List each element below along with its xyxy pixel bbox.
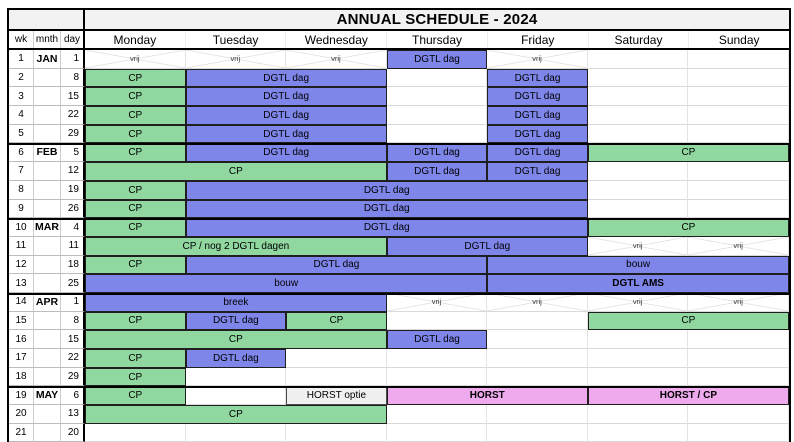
cell-empty[interactable] bbox=[588, 349, 689, 368]
column-header-row bbox=[9, 31, 789, 50]
cell-empty[interactable] bbox=[588, 181, 689, 200]
cell-empty[interactable] bbox=[688, 405, 789, 424]
cell-empty[interactable] bbox=[588, 69, 689, 88]
cell-cp[interactable]: CP bbox=[85, 143, 186, 162]
week-cells bbox=[85, 143, 789, 162]
cell-empty[interactable] bbox=[588, 368, 689, 387]
month-label-cell[interactable] bbox=[34, 256, 61, 275]
cell-empty[interactable] bbox=[688, 50, 789, 69]
cell-dgtl[interactable]: breek bbox=[85, 293, 387, 312]
day-number-cell[interactable]: 4 bbox=[61, 218, 85, 237]
cell-empty[interactable] bbox=[186, 386, 287, 405]
cell-empty[interactable] bbox=[387, 69, 488, 88]
cell-vrij[interactable]: vrij bbox=[588, 293, 689, 312]
week-number-cell[interactable]: 1 bbox=[9, 50, 34, 69]
cell-dgtl[interactable]: DGTL dag bbox=[487, 106, 588, 125]
week-cells bbox=[85, 256, 789, 275]
schedule-row-wk-3 bbox=[9, 87, 789, 106]
week-cells bbox=[85, 330, 789, 349]
day-number-cell[interactable]: 5 bbox=[61, 143, 85, 162]
month-label-cell[interactable] bbox=[34, 349, 61, 368]
cell-empty[interactable] bbox=[387, 312, 488, 331]
day-number-cell[interactable]: 15 bbox=[61, 87, 85, 106]
week-cells bbox=[85, 200, 789, 219]
cell-dgtl[interactable]: bouw bbox=[85, 274, 487, 293]
day-number-cell[interactable]: 8 bbox=[61, 69, 85, 88]
week-number-cell[interactable]: 17 bbox=[9, 349, 34, 368]
cell-dgtl[interactable]: DGTL dag bbox=[387, 237, 588, 256]
schedule-row-wk-2 bbox=[9, 69, 789, 88]
week-number-cell[interactable]: 10 bbox=[9, 218, 34, 237]
cell-empty[interactable] bbox=[487, 312, 588, 331]
cell-empty[interactable] bbox=[588, 87, 689, 106]
cell-dgtl[interactable]: DGTL dag bbox=[186, 349, 287, 368]
day-number-cell[interactable]: 25 bbox=[61, 274, 85, 293]
cell-empty[interactable] bbox=[588, 424, 689, 442]
month-label-cell[interactable] bbox=[34, 125, 61, 144]
cell-empty[interactable] bbox=[387, 87, 488, 106]
day-number-cell[interactable]: 1 bbox=[61, 293, 85, 312]
week-cells bbox=[85, 50, 789, 69]
cell-empty[interactable] bbox=[688, 69, 789, 88]
cell-vrij[interactable]: vrij bbox=[85, 50, 186, 69]
cell-empty[interactable] bbox=[186, 424, 287, 442]
cell-cp[interactable]: CP bbox=[85, 368, 186, 387]
schedule-row-wk-15 bbox=[9, 312, 789, 331]
cell-dgtl[interactable]: DGTL dag bbox=[186, 181, 588, 200]
week-number-cell[interactable]: 18 bbox=[9, 368, 34, 387]
cell-cp[interactable]: CP bbox=[85, 106, 186, 125]
cell-cp[interactable]: CP bbox=[85, 125, 186, 144]
column-header-sunday: Sunday bbox=[718, 32, 760, 47]
cell-empty[interactable] bbox=[688, 125, 789, 144]
cell-empty[interactable] bbox=[588, 50, 689, 69]
cell-empty[interactable] bbox=[688, 181, 789, 200]
corner-cell bbox=[9, 10, 85, 29]
week-number-cell[interactable]: 11 bbox=[9, 237, 34, 256]
week-cells bbox=[85, 405, 789, 424]
cell-empty[interactable] bbox=[588, 162, 689, 181]
cell-horst[interactable]: HORST bbox=[387, 386, 588, 405]
month-label-cell[interactable] bbox=[34, 162, 61, 181]
cell-dgtl[interactable]: DGTL dag bbox=[387, 162, 488, 181]
week-number-cell[interactable]: 4 bbox=[9, 106, 34, 125]
schedule-row-wk-5 bbox=[9, 125, 789, 144]
week-cells bbox=[85, 125, 789, 144]
cell-cp[interactable]: CP bbox=[85, 349, 186, 368]
week-number-cell[interactable]: 21 bbox=[9, 424, 34, 442]
cell-dgtl[interactable]: DGTL dag bbox=[487, 69, 588, 88]
day-number-cell[interactable]: 29 bbox=[61, 125, 85, 144]
month-label-cell[interactable] bbox=[34, 237, 61, 256]
schedule-row-wk-10 bbox=[9, 218, 789, 237]
cell-cp[interactable]: CP bbox=[588, 218, 789, 237]
cell-empty[interactable] bbox=[688, 368, 789, 387]
cell-empty[interactable] bbox=[85, 424, 186, 442]
cell-cp[interactable]: CP bbox=[85, 312, 186, 331]
cell-cp[interactable]: CP bbox=[85, 69, 186, 88]
cell-empty[interactable] bbox=[387, 106, 488, 125]
week-cells bbox=[85, 312, 789, 331]
schedule-row-wk-6 bbox=[9, 143, 789, 162]
week-number-cell[interactable]: 14 bbox=[9, 293, 34, 312]
cell-cp[interactable]: CP bbox=[85, 162, 387, 181]
cell-opt[interactable]: HORST optie bbox=[286, 386, 387, 405]
schedule-row-wk-18 bbox=[9, 368, 789, 387]
week-number-cell[interactable]: 5 bbox=[9, 125, 34, 144]
cell-empty[interactable] bbox=[387, 349, 488, 368]
cell-empty[interactable] bbox=[487, 368, 588, 387]
month-label-cell[interactable] bbox=[34, 87, 61, 106]
cell-vrij[interactable]: vrij bbox=[487, 50, 588, 69]
column-header-mnth: mnth bbox=[34, 31, 61, 48]
week-number-cell[interactable]: 7 bbox=[9, 162, 34, 181]
cell-empty[interactable] bbox=[688, 106, 789, 125]
page-title: ANNUAL SCHEDULE - 2024 bbox=[336, 11, 538, 28]
cell-empty[interactable] bbox=[286, 424, 387, 442]
week-number-cell[interactable]: 19 bbox=[9, 386, 34, 405]
cell-cp[interactable]: CP bbox=[85, 405, 387, 424]
cell-dgtl[interactable]: DGTL dag bbox=[487, 143, 588, 162]
schedule-row-wk-7 bbox=[9, 162, 789, 181]
cell-dgtl[interactable]: DGTL dag bbox=[186, 200, 588, 219]
month-label-cell[interactable]: MAY bbox=[34, 386, 61, 405]
month-label-cell[interactable]: MAR bbox=[34, 218, 61, 237]
week-cells bbox=[85, 293, 789, 312]
annual-schedule-table bbox=[7, 8, 791, 442]
cell-dgtl[interactable]: DGTL dag bbox=[387, 330, 488, 349]
schedule-row-wk-16 bbox=[9, 330, 789, 349]
month-label-cell[interactable] bbox=[34, 405, 61, 424]
title-row bbox=[9, 10, 789, 31]
cell-vrij[interactable]: vrij bbox=[487, 293, 588, 312]
month-label-cell[interactable] bbox=[34, 312, 61, 331]
cell-empty[interactable] bbox=[487, 330, 588, 349]
day-number-cell[interactable]: 29 bbox=[61, 368, 85, 387]
column-header-thursday: Thursday bbox=[387, 31, 488, 48]
cell-dgtl[interactable]: DGTL dag bbox=[487, 162, 588, 181]
schedule-row-wk-1 bbox=[9, 50, 789, 69]
day-number-cell[interactable]: 11 bbox=[61, 237, 85, 256]
cell-empty[interactable] bbox=[688, 200, 789, 219]
day-headers bbox=[85, 31, 789, 48]
cell-empty[interactable] bbox=[387, 424, 488, 442]
month-label-cell[interactable] bbox=[34, 181, 61, 200]
cell-cp[interactable]: CP bbox=[85, 330, 387, 349]
week-number-cell[interactable]: 16 bbox=[9, 330, 34, 349]
cell-empty[interactable] bbox=[688, 87, 789, 106]
day-number-cell[interactable]: 22 bbox=[61, 106, 85, 125]
week-cells bbox=[85, 162, 789, 181]
week-number-cell[interactable]: 9 bbox=[9, 200, 34, 219]
month-label-cell[interactable]: FEB bbox=[34, 143, 61, 162]
day-number-cell[interactable]: 6 bbox=[61, 386, 85, 405]
cell-empty[interactable] bbox=[286, 368, 387, 387]
cell-dgtl[interactable]: DGTL dag bbox=[186, 106, 387, 125]
week-number-cell[interactable]: 3 bbox=[9, 87, 34, 106]
week-number-cell[interactable]: 6 bbox=[9, 143, 34, 162]
cell-empty[interactable] bbox=[387, 405, 488, 424]
day-number-cell[interactable]: 26 bbox=[61, 200, 85, 219]
cell-cp[interactable]: CP bbox=[286, 312, 387, 331]
cell-empty[interactable] bbox=[588, 200, 689, 219]
cell-dgtl[interactable]: DGTL dag bbox=[487, 125, 588, 144]
cell-cp[interactable]: CP bbox=[85, 256, 186, 275]
schedule-rows bbox=[9, 50, 789, 442]
cell-empty[interactable] bbox=[588, 106, 689, 125]
column-header-tuesday: Tuesday bbox=[186, 31, 287, 48]
cell-vrij[interactable]: vrij bbox=[186, 50, 287, 69]
week-number-cell[interactable]: 13 bbox=[9, 274, 34, 293]
cell-cp[interactable]: CP bbox=[85, 87, 186, 106]
cell-vrij[interactable]: vrij bbox=[286, 50, 387, 69]
schedule-row-wk-17 bbox=[9, 349, 789, 368]
cell-dgtl[interactable]: DGTL dag bbox=[186, 218, 588, 237]
schedule-row-wk-13 bbox=[9, 274, 789, 293]
schedule-row-wk-21 bbox=[9, 424, 789, 442]
cell-empty[interactable] bbox=[387, 368, 488, 387]
week-cells bbox=[85, 274, 789, 293]
week-number-cell[interactable]: 2 bbox=[9, 69, 34, 88]
cell-cp[interactable]: CP bbox=[588, 312, 789, 331]
month-label-cell[interactable] bbox=[34, 69, 61, 88]
month-label-cell[interactable] bbox=[34, 200, 61, 219]
day-number-cell[interactable]: 15 bbox=[61, 330, 85, 349]
week-cells bbox=[85, 106, 789, 125]
schedule-row-wk-4 bbox=[9, 106, 789, 125]
week-cells bbox=[85, 87, 789, 106]
column-header-wk: wk bbox=[9, 31, 34, 48]
cell-vrij[interactable]: vrij bbox=[688, 293, 789, 312]
cell-empty[interactable] bbox=[688, 330, 789, 349]
day-number-cell[interactable]: 8 bbox=[61, 312, 85, 331]
week-cells bbox=[85, 386, 789, 405]
week-number-cell[interactable]: 15 bbox=[9, 312, 34, 331]
cell-cp[interactable]: CP bbox=[85, 386, 186, 405]
column-header-friday: Friday bbox=[488, 31, 589, 48]
day-number-cell[interactable]: 12 bbox=[61, 162, 85, 181]
cell-dgtl[interactable]: DGTL AMS bbox=[487, 274, 789, 293]
day-number-cell[interactable]: 19 bbox=[61, 181, 85, 200]
cell-dgtl[interactable]: DGTL dag bbox=[387, 143, 488, 162]
day-number-cell[interactable]: 18 bbox=[61, 256, 85, 275]
cell-dgtl[interactable]: DGTL dag bbox=[186, 125, 387, 144]
schedule-row-wk-20 bbox=[9, 405, 789, 424]
week-cells bbox=[85, 424, 789, 442]
cell-cp[interactable]: CP / nog 2 DGTL dagen bbox=[85, 237, 387, 256]
cell-empty[interactable] bbox=[588, 125, 689, 144]
week-cells bbox=[85, 69, 789, 88]
cell-cp[interactable]: CP bbox=[85, 218, 186, 237]
week-number-cell[interactable]: 12 bbox=[9, 256, 34, 275]
cell-dgtl[interactable]: DGTL dag bbox=[186, 143, 387, 162]
month-label-cell[interactable] bbox=[34, 368, 61, 387]
day-number-cell[interactable]: 20 bbox=[61, 424, 85, 442]
cell-dgtl[interactable]: DGTL dag bbox=[186, 256, 488, 275]
month-label-cell[interactable] bbox=[34, 106, 61, 125]
cell-vrij[interactable]: vrij bbox=[387, 293, 488, 312]
cell-dgtl[interactable]: DGTL dag bbox=[186, 87, 387, 106]
week-cells bbox=[85, 181, 789, 200]
schedule-row-wk-8 bbox=[9, 181, 789, 200]
cell-empty[interactable] bbox=[487, 405, 588, 424]
cell-vrij[interactable]: vrij bbox=[588, 237, 689, 256]
schedule-row-wk-14 bbox=[9, 293, 789, 312]
week-cells bbox=[85, 218, 789, 237]
week-cells bbox=[85, 349, 789, 368]
day-number-cell[interactable]: 13 bbox=[61, 405, 85, 424]
cell-empty[interactable] bbox=[688, 162, 789, 181]
week-number-cell[interactable]: 8 bbox=[9, 181, 34, 200]
cell-dgtl[interactable]: DGTL dag bbox=[186, 312, 287, 331]
schedule-row-wk-9 bbox=[9, 200, 789, 219]
cell-empty[interactable] bbox=[387, 125, 488, 144]
week-cells bbox=[85, 368, 789, 387]
cell-empty[interactable] bbox=[588, 330, 689, 349]
week-cells bbox=[85, 237, 789, 256]
week-number-cell[interactable]: 20 bbox=[9, 405, 34, 424]
cell-empty[interactable] bbox=[688, 424, 789, 442]
schedule-row-wk-12 bbox=[9, 256, 789, 275]
month-label-cell[interactable] bbox=[34, 330, 61, 349]
cell-empty[interactable] bbox=[487, 424, 588, 442]
cell-dgtl[interactable]: DGTL dag bbox=[186, 69, 387, 88]
day-number-cell[interactable]: 1 bbox=[61, 50, 85, 69]
schedule-row-wk-19 bbox=[9, 386, 789, 405]
month-label-cell[interactable] bbox=[34, 424, 61, 442]
month-label-cell[interactable] bbox=[34, 274, 61, 293]
cell-dgtl[interactable]: DGTL dag bbox=[487, 87, 588, 106]
cell-horst[interactable]: HORST / CP bbox=[588, 386, 789, 405]
schedule-row-wk-11 bbox=[9, 237, 789, 256]
month-label-cell[interactable]: APR bbox=[34, 293, 61, 312]
cell-cp[interactable]: CP bbox=[85, 200, 186, 219]
column-header-saturday: Saturday bbox=[589, 31, 690, 48]
cell-empty[interactable] bbox=[688, 349, 789, 368]
cell-empty[interactable] bbox=[588, 405, 689, 424]
cell-dgtl[interactable]: bouw bbox=[487, 256, 789, 275]
cell-empty[interactable] bbox=[487, 349, 588, 368]
cell-dgtl[interactable]: DGTL dag bbox=[387, 50, 488, 69]
month-label-cell[interactable]: JAN bbox=[34, 50, 61, 69]
cell-cp[interactable]: CP bbox=[85, 181, 186, 200]
cell-empty[interactable] bbox=[186, 368, 287, 387]
column-header-monday: Monday bbox=[85, 31, 186, 48]
column-header-day: day bbox=[61, 31, 85, 48]
day-number-cell[interactable]: 22 bbox=[61, 349, 85, 368]
cell-empty[interactable] bbox=[286, 349, 387, 368]
cell-cp[interactable]: CP bbox=[588, 143, 789, 162]
cell-vrij[interactable]: vrij bbox=[688, 237, 789, 256]
column-header-wednesday: Wednesday bbox=[286, 31, 387, 48]
